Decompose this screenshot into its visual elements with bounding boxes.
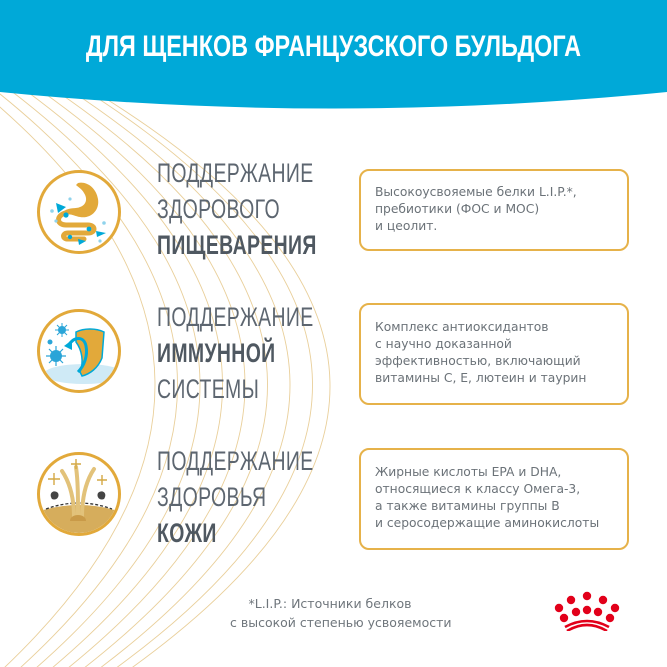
- heading-line: ЗДОРОВОГО: [157, 194, 280, 224]
- royal-canin-crown-logo: [553, 591, 621, 631]
- benefit-description-box: [359, 169, 629, 251]
- description-line: и серосодержащие аминокислоты: [375, 516, 600, 530]
- benefit-heading: [157, 443, 357, 551]
- immune-shield-icon: [37, 309, 121, 393]
- heading-line: ЗДОРОВЬЯ: [157, 482, 267, 512]
- benefit-heading: [157, 299, 357, 407]
- description-line: а также витамины группы В: [375, 499, 560, 513]
- footnote-line: *L.I.P.: Источники белков: [248, 596, 412, 611]
- heading-line-bold: КОЖИ: [157, 518, 217, 548]
- footnote: [230, 594, 452, 632]
- benefit-description-box: [359, 303, 629, 405]
- description-line: пребиотики (ФОС и МОС): [375, 202, 540, 216]
- benefit-description-box: [359, 448, 629, 550]
- description-line: эффективностью, включающий: [375, 354, 581, 368]
- description-line: относящиеся к классу Омега-3,: [375, 482, 581, 496]
- heading-line: ПОДДЕРЖАНИЕ: [157, 302, 314, 332]
- description-line: Комплекс антиоксидантов: [375, 320, 549, 334]
- description-line: и цеолит.: [375, 219, 438, 233]
- description-line: с научно доказанной: [375, 337, 512, 351]
- benefit-heading: [157, 155, 357, 263]
- header-banner: [0, 0, 667, 110]
- heading-line: ПОДДЕРЖАНИЕ: [157, 446, 314, 476]
- digestion-stomach-icon: [37, 170, 121, 254]
- heading-line-bold: ИММУННОЙ: [157, 338, 276, 368]
- heading-line: СИСТЕМЫ: [157, 374, 260, 404]
- heading-line: ПОДДЕРЖАНИЕ: [157, 158, 314, 188]
- description-line: витамины С, Е, лютеин и таурин: [375, 371, 587, 385]
- page-title: ДЛЯ ЩЕНКОВ ФРАНЦУЗСКОГО БУЛЬДОГА: [85, 30, 582, 63]
- skin-hair-follicle-icon: [37, 452, 121, 536]
- description-line: Жирные кислоты EPA и DHA,: [375, 465, 562, 479]
- heading-line-bold: ПИЩЕВАРЕНИЯ: [157, 230, 317, 260]
- description-line: Высокоусвояемые белки L.I.P.*,: [375, 185, 577, 199]
- footnote-line: с высокой степенью усвояемости: [230, 615, 452, 630]
